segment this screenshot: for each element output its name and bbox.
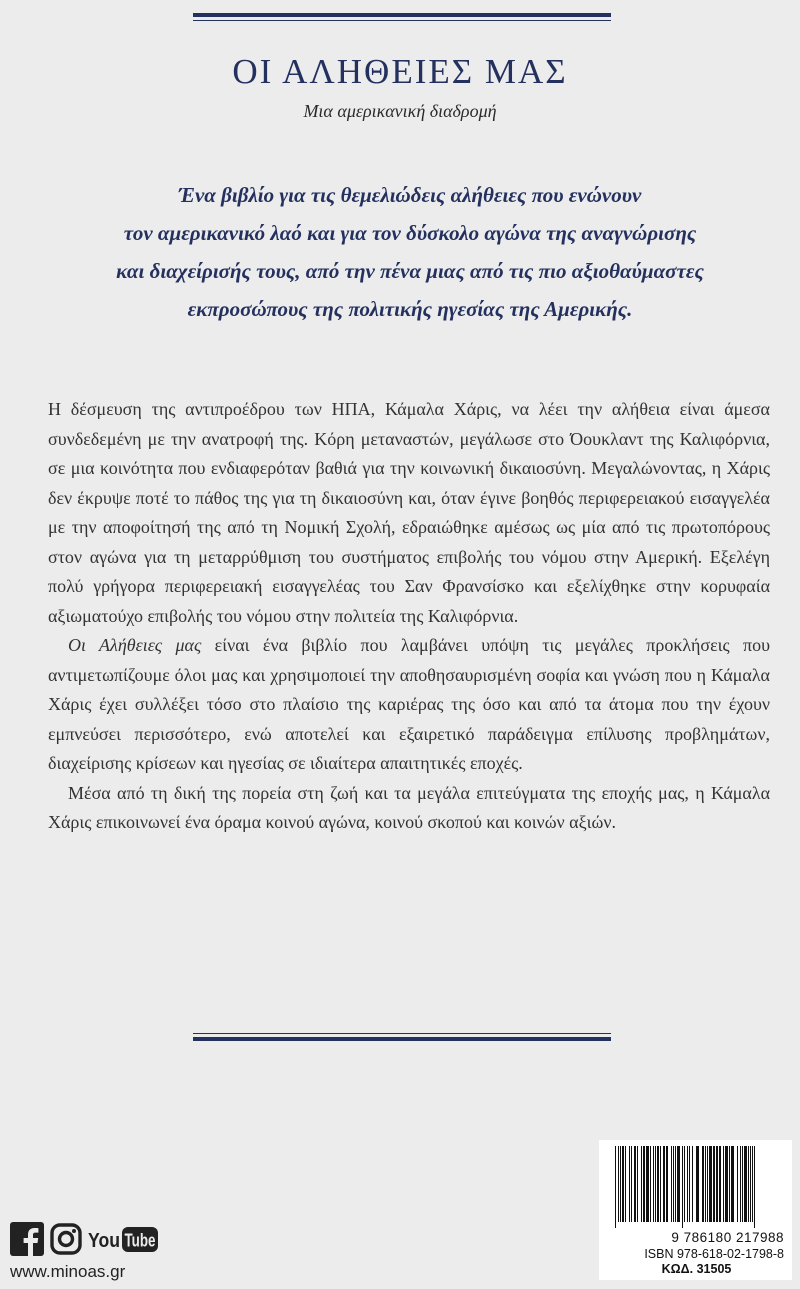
barcode-bar (671, 1146, 672, 1222)
top-rule (193, 13, 611, 21)
barcode-bar (657, 1146, 659, 1222)
social-links (10, 1222, 160, 1256)
barcode-bar (622, 1146, 624, 1222)
barcode-bar (660, 1146, 661, 1222)
barcode-bar (744, 1146, 747, 1222)
barcode-bar (615, 1146, 616, 1228)
barcode-bar (725, 1146, 728, 1222)
barcode-bar (754, 1146, 755, 1228)
barcode-bar (650, 1146, 651, 1222)
barcode-bar (716, 1146, 718, 1222)
barcode-bar (723, 1146, 724, 1222)
blurb-line: και διαχείρισής τους, από την πένα μιας από τις πιο αξιοθαύμαστες (116, 259, 704, 283)
book-title-italic: Οι Αλήθειες μας (68, 635, 202, 655)
barcode-bar (655, 1146, 656, 1222)
barcode-bar (637, 1146, 638, 1222)
bottom-rule (193, 1033, 611, 1041)
barcode-bar (742, 1146, 743, 1222)
barcode-bar (740, 1146, 741, 1222)
barcode-bar (675, 1146, 676, 1222)
barcode-bar (707, 1146, 708, 1222)
paragraph-text: είναι ένα βιβλίο που λαμβάνει υπόψη τις μεγάλες προκλήσεις που αντιμετωπίζουμε όλοι μας και χρησιμοποιεί την αποθησαυρισμένη σοφία και γνώση που η Κάμαλα Χάρις έχει συλλέξει τόσο στο πλαίσιο της καριέρας της όσο και από τα άτομα που την έχουν εμπνεύσει περισσότερο, ενώ αποτελεί και εξαιρετικό παράδειγμα επίλυσης προβλημάτων, διαχείρισης κρίσεων και ηγεσίας σε ιδιαίτερα απαιτητικές εποχές. (48, 635, 771, 773)
barcode-bar (653, 1146, 654, 1222)
blurb-line: Ένα βιβλίο για τις θεμελιώδεις αλήθειες που ενώνουν (178, 183, 642, 207)
blurb (100, 176, 720, 328)
description (48, 395, 770, 838)
blurb-line: εκπροσώπους της πολιτικής ηγεσίας της Αμερικής. (187, 297, 633, 321)
instagram-icon[interactable] (50, 1223, 82, 1255)
barcode-bar (752, 1146, 753, 1222)
barcode-graphic (613, 1146, 779, 1228)
barcode-bar (713, 1146, 715, 1222)
barcode-bar (666, 1146, 668, 1222)
barcode-bar (705, 1146, 706, 1222)
website-link[interactable]: www.minoas.gr (10, 1262, 126, 1281)
paragraph (48, 631, 770, 779)
book-subtitle: Μια αμερικανική διαδρομή (303, 101, 497, 121)
barcode-bar (729, 1146, 730, 1222)
barcode-bar (731, 1146, 734, 1222)
barcode-digits: 9 786180 217988 (671, 1230, 784, 1245)
barcode-panel (599, 1140, 792, 1280)
barcode-bar (646, 1146, 649, 1222)
barcode-bar (748, 1146, 749, 1222)
barcode-bar (663, 1146, 665, 1222)
facebook-icon[interactable] (10, 1222, 44, 1256)
paragraph: Η δέσμευση της αντιπροέδρου των ΗΠΑ, Κάμαλα Χάρις, να λέει την αλήθεια είναι άμεσα συνδεδεμένη με την ανατροφή της. Κόρη μεταναστών, μεγάλωσε στο Όουκλαντ της Καλιφόρνια, σε μια κοινότητα που ενδιαφερόταν βαθιά για την κοινωνική δικαιοσύνη. Μεγαλώνοντας, η Χάρις δεν έκρυψε ποτέ το πάθος της για τη δικαιοσύνη και, όταν έγινε βοηθός περιφερειακού εισαγγελέα με την αποφοίτησή της από τη Νομική Σχολή, εδραιώθηκε αμέσως ως μία από τις πρωτοπόρους στον αγώνα για τη μεταρρύθμιση του συστήματος επιβολής του νόμου στην Αμερική. Εξελέγη πολύ γρήγορα περιφερειακή εισαγγελέας του Σαν Φρανσίσκο και εξελίχθηκε στην κορυφαία αξιωματούχο επιβολής του νόμου στην πολιτεία της Καλιφόρνια. (48, 399, 770, 626)
youtube-icon[interactable] (88, 1223, 160, 1255)
barcode-bar (719, 1146, 721, 1222)
barcode-bar (631, 1146, 632, 1222)
youtube-you: You (88, 1230, 120, 1252)
barcode-bar (677, 1146, 680, 1222)
barcode-bar (687, 1146, 688, 1222)
barcode-bar (750, 1146, 751, 1222)
barcode-bar (643, 1146, 645, 1222)
barcode-bar (634, 1146, 636, 1222)
barcode-bar (689, 1146, 690, 1222)
youtube-tube: Tube (124, 1230, 156, 1251)
paragraph: Μέσα από τη δική της πορεία στη ζωή και τα μεγάλα επιτεύγματα της εποχής μας, η Κάμαλα Χάρις επικοινωνεί ένα όραμα κοινού αγώνα, κοινού σκοπού και κοινών αξιών. (48, 782, 770, 832)
barcode-bar (702, 1146, 704, 1222)
product-code: ΚΩΔ. 31505 (661, 1262, 732, 1276)
barcode-bar (625, 1146, 626, 1222)
book-title: ΟΙ ΑΛΗΘΕΙΕΣ ΜΑΣ (232, 52, 568, 91)
barcode-bar (684, 1146, 685, 1222)
barcode-bar (696, 1146, 699, 1222)
barcode-bar (692, 1146, 693, 1222)
barcode-bar (618, 1146, 619, 1222)
barcode-bar (682, 1146, 683, 1228)
barcode-bar (620, 1146, 621, 1222)
barcode-bar (629, 1146, 630, 1222)
isbn: ISBN 978-618-02-1798-8 (644, 1247, 784, 1261)
barcode-bar (737, 1146, 738, 1222)
barcode-bar (641, 1146, 642, 1222)
barcode-bar (673, 1146, 674, 1222)
barcode-bar (709, 1146, 712, 1222)
blurb-line: τον αμερικανικό λαό και για τον δύσκολο αγώνα της αναγνώρισης (123, 221, 697, 245)
